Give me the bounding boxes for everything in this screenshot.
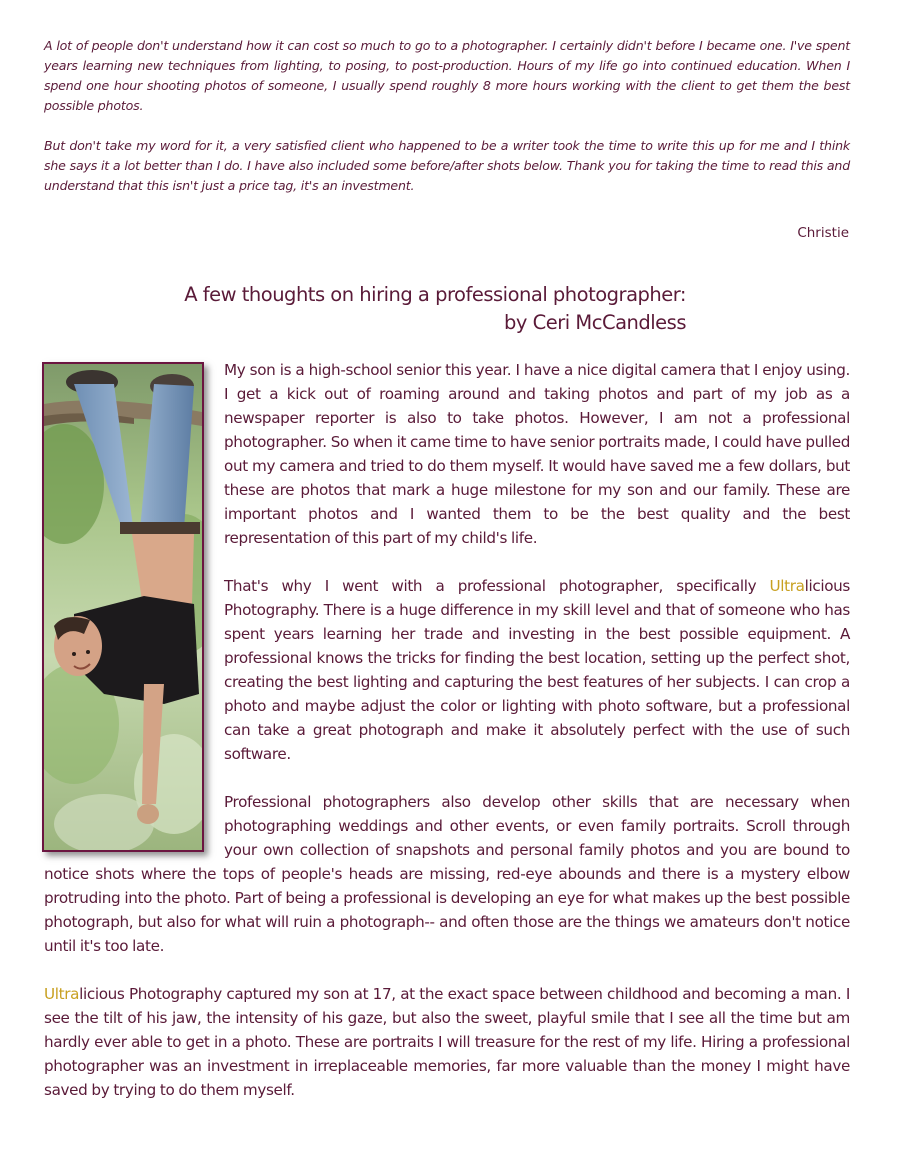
intro-paragraph: A lot of people don't understand how it can cost so much to go to a photographer. I certainly didn't before I became one. I've spent years learning new techniques from lighting, to posing, to post-production. Hours of my life go into continued education. When I spend one hour shooting photos of someone, I usually spend roughly 8 more hours working with the client to get them the best possible photos. [44, 38, 850, 113]
article-title [150, 281, 686, 337]
article-title-line: A few thoughts on hiring a professional photographer: [184, 283, 686, 306]
article-byline: by Ceri McCandless [504, 311, 686, 334]
intro-note [44, 36, 850, 216]
intro-paragraph: But don't take my word for it, a very satisfied client who happened to be a writer took the time to write this up for me and I think she says it a lot better than I do. I have also included some before/after shots below. Thank you for taking the time to read this and understand that this isn't just a price tag, it's an investment. [44, 138, 850, 193]
brand-rest: licious [79, 985, 125, 1003]
article-text: Photography. There is a huge difference in my skill level and that of someone who has spent years learning her trade and investing in the best possible equipment. A professional knows the tricks for finding the best location, setting up the perfect shot, creating the best lighting and capturing the best features of her subjects. I can crop a photo and maybe adjust the color or lighting with photo software, but a professional can take a great photograph and make it absolutely perfect with the use of such software. [224, 601, 850, 763]
article-paragraph [44, 982, 850, 1102]
article-body [44, 358, 850, 1126]
article-text: That's why I went with a professional photographer, specifically [224, 577, 770, 595]
article-paragraph: My son is a high-school senior this year. I have a nice digital camera that I enjoy using. I get a kick out of roaming around and taking photos and part of my job as a newspaper reporter is also to take photos. However, I am not a professional photographer. So when it came time to have senior portraits made, I could have pulled out my camera and tried to do them myself. It would have saved me a few dollars, but these are photos that mark a huge milestone for my son and our family. These are important photos and I wanted them to be the best quality and the best representation of this part of my child's life. [224, 361, 850, 547]
article-paragraph: Professional photographers also develop other skills that are necessary when photographing weddings and other events, or even family portraits. Scroll through your own collection of snapshots and personal family photos and you are bound to notice shots where the tops of people's heads are missing, red-eye abounds and there is a mystery elbow protruding into the photo. Part of being a professional is developing an eye for what makes up the best possible photograph, but also for what will ruin a photograph-- and often those are the things we amateurs don't notice until it's too late. [44, 793, 850, 955]
brand-rest: licious [804, 577, 850, 595]
article-text: Photography captured my son at 17, at the exact space between childhood and becoming a man. I see the tilt of his jaw, the intensity of his gaze, but also the sweet, playful smile that I see all the time but am hardly ever able to get in a photo. These are portraits I will treasure for the rest of my life. Hiring a professional photographer was an investment in irreplaceable memories, far more valuable than the money I might have saved by trying to do them myself. [44, 985, 850, 1099]
photo-spacer [44, 358, 224, 861]
brand-highlight: Ultra [769, 577, 805, 595]
signature: Christie [797, 225, 849, 241]
brand-highlight: Ultra [44, 985, 80, 1003]
